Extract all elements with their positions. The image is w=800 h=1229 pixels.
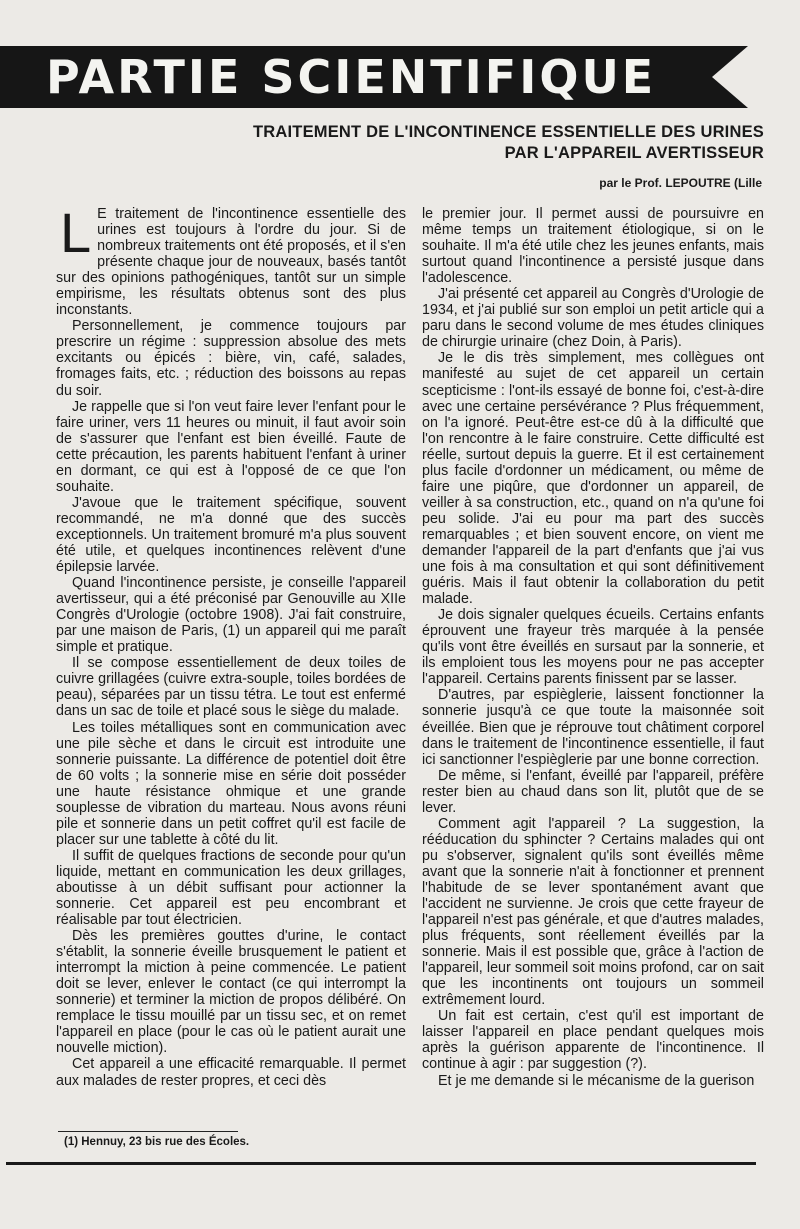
article-title-line1: TRAITEMENT DE L'INCONTINENCE ESSENTIELLE DES URINES [253,123,764,141]
article-title-line2: PAR L'APPAREIL AVERTISSEUR [504,144,764,162]
paragraph: J'ai présenté cet appareil au Congrès d'Urologie de 1934, et j'ai publié sur son emploi un petit article qui a paru dans le second volume de mes études cliniques de chirurgie urinaire (chez Doin, à Paris). [422,286,764,351]
paragraph: Je rappelle que si l'on veut faire lever l'enfant pour le faire uriner, vers 11 heures ou minuit, il faut avoir soin de s'assurer que l'enfant est bien éveillé. Faute de cette précaution, les parents habituent l'enfant à uriner en dormant, ce qui est à l'opposé de ce que l'on souhaite. [56,398,406,495]
article-author: par le Prof. LEPOUTRE (Lille [599,176,762,190]
footnote-divider [58,1131,238,1132]
paragraph: Il se compose essentiellement de deux toiles de cuivre grillagées (cuivre extra-souple, toiles bordées de peau), séparées par un tissu tétra. Le tout est enfermé dans un sac de toile et placé sous le siège du malade. [56,655,406,720]
paragraph: Je le dis très simplement, mes collègues ont manifesté au sujet de cet appareil un certain scepticisme : l'ont-ils essayé de bonne foi, c'est-à-dire avec une certaine persévérance ? Plus fréquemment, on l'a ignoré. Peut-être est-ce dû à la difficulté que l'on rencontre à le faire construire. Cette difficulté est réelle, surtout depuis la guerre. Et il est certainement plus facile d'ordonner un médicament, ou même de faire une piqûre, que d'ordonner un appareil, de veiller à sa construction, etc., quand on n'a qu'une foi peu solide. J'ai eu pour ma part des succès remarquables ; et bien souvent encore, on vient me demander l'appareil de la part d'enfants que j'ai vus une fois à ma consultation et qui sont définitivement guéris. Mais il faut obtenir la collaboration du petit malade. [422,350,764,608]
paragraph: Cet appareil a une efficacité remarquable. Il permet aux malades de rester propres, et ceci dès [56,1056,406,1089]
drop-cap: L [60,201,92,264]
article-title [144,122,764,164]
paragraph: D'autres, par espièglerie, laissent fonctionner la sonnerie jusqu'à ce que toute la maisonnée soit éveillée. Bien que je réprouve tout châtiment corporel dans le traitement de l'incontinence essentielle, il faut ici sanctionner l'espièglerie par une bonne correction. [422,687,764,768]
bottom-rule [6,1162,756,1165]
paragraph: Un fait est certain, c'est qu'il est important de laisser l'appareil en place pendant quelques mois après la guérison apparente de l'incontinence. Il continue à agir : par suggestion (?). [422,1008,764,1073]
paragraph: Il suffit de quelques fractions de seconde pour qu'un liquide, mettant en communication les deux grillages, aboutisse à un débit suffisant pour actionner la sonnerie. Cet appareil est peu encombrant et réalisable par tout électricien. [56,847,406,929]
paragraph: Et je me demande si le mécanisme de la guerison [438,1072,755,1089]
footnote: (1) Hennuy, 23 bis rue des Écoles. [64,1136,250,1148]
paragraph: Je dois signaler quelques écueils. Certains enfants éprouvent une frayeur très marquée à la pensée qu'ils vont être éveillés en sursaut par la sonnerie, et ils emploient tous les moyens pour ne pas accepter l'appareil. Certains parents finissent par se lasser. [422,607,764,688]
paragraph: Comment agit l'appareil ? La suggestion, la rééducation du sphincter ? Certains malades qui ont pu s'observer, signalent qu'ils sont éveillés même avant que la sonnerie n'ait à fonctionner et prennent l'habitude de se lever spontanément avant que l'accident ne survienne. Je crois que cette frayeur de l'appareil n'est pas générale, et que d'autres malades, plus fréquents, sont réellement éveillés par la sonnerie. Mais il est possible que, grâce à l'action de l'appareil, leur sommeil soit moins profond, car on sait que les incontinents ont toujours un sommeil extrêmement lourd. [422,815,764,1009]
section-banner [0,46,800,108]
paragraph: Dès les premières gouttes d'urine, le contact s'établit, la sonnerie éveille brusquement le patient et interrompt la miction à peine commencée. Le patient doit se lever, enlever le contact (ce qui interrompt la sonnerie) et terminer la miction de propos délibéré. On remplace le tissu mouillé par un tissu sec, et on remet l'appareil en place (pour le cas où le patient aurait une nouvelle miction). [56,928,406,1057]
paragraph: le premier jour. Il permet aussi de poursuivre en même temps un traitement étiologique, si on le souhaite. Il m'a été utile chez les jeunes enfants, mais surtout quand l'incontinence a persisté jusque dans l'adolescence. [422,206,764,287]
right-column [422,206,764,1089]
paragraph: J'avoue que le traitement spécifique, souvent recommandé, ne m'a donné que des succès exceptionnels. Un traitement bromuré m'a plus souvent été utile, et quelques incontinences relèvent d'une épilepsie larvée. [56,494,406,576]
left-column [56,201,406,1089]
paragraph: Personnellement, je commence toujours par prescrire un régime : suppression absolue des mets excitants ou épicés : bière, vin, café, salades, fromages faits, etc. ; réduction des boissons au repas du soir. [56,318,406,399]
paragraph: Quand l'incontinence persiste, je conseille l'appareil avertisseur, qui a été préconisé par Genouville au XIIe Congrès d'Urologie (octobre 1908). J'ai fait construire, par une maison de Paris, (1) un appareil qui me paraît simple et pratique. [56,575,406,656]
paragraph [56,201,406,319]
paragraph-text: E traitement de l'incontinence essentielle des urines est toujours à l'ordre du jour. Si de nombreux traitements ont été proposés, et il s'en présente chaque jour de nouveaux, basés tantôt sur des opinions pathogéniques, tantôt sur un simple empirisme, les résultats obtenus sont des plus inconstants. [56,206,406,319]
paragraph: Les toiles métalliques sont en communication avec une pile sèche et dans le circuit est introduite une sonnerie puissante. La différence de potentiel doit être de 60 volts ; la sonnerie mise en série doit posséder une haute résistance ohmique et une grande souplesse de vibration du marteau. Nous avons réuni pile et sonnerie dans un petit coffret qu'il est facile de placer sur une tablette à côté du lit. [56,719,406,848]
section-banner-title: PARTIE SCIENTIFIQUE [46,50,657,104]
paragraph: De même, si l'enfant, éveillé par l'appareil, préfère rester bien au chaud dans son lit, plutôt que de se lever. [422,767,764,816]
